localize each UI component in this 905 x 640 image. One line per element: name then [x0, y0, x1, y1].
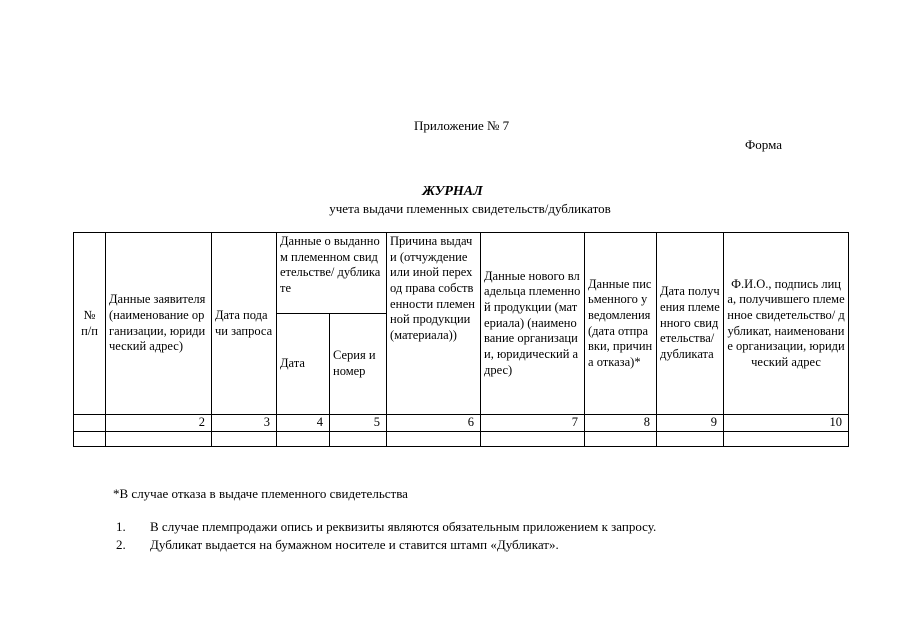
- empty-cell: [106, 431, 212, 446]
- empty-cell: [74, 431, 106, 446]
- header-cell-number: № п/п: [74, 233, 106, 415]
- empty-cell: [277, 431, 330, 446]
- header-cell-cert-date: Дата: [277, 314, 330, 415]
- header-cell-reason: Причина выдачи (отчуждение или иной переход права собственности племенной продукции (материала)): [387, 233, 481, 415]
- number-cell-8: 8: [585, 415, 657, 432]
- header-cell-receipt-date: Дата получения племенного свидетельства/ дубликата: [657, 233, 724, 415]
- note-text-2: Дубликат выдается на бумажном носителе и ставится штамп «Дубликат».: [150, 537, 559, 552]
- empty-cell: [387, 431, 481, 446]
- header-cell-recipient: Ф.И.О., подпись лица, получившего племенное свидетельство/ дубликат, наименование организации, юридический адрес: [724, 233, 849, 415]
- header-cell-applicant: Данные заявителя (наименование организации, юридический адрес): [106, 233, 212, 415]
- number-cell-4: 4: [277, 415, 330, 432]
- header-cell-notification: Данные письменного уведомления (дата отправки, причина отказа)*: [585, 233, 657, 415]
- journal-table: [73, 232, 849, 447]
- empty-cell: [212, 431, 277, 446]
- header-cell-cert-series: Серия и номер: [330, 314, 387, 415]
- number-cell-1: [74, 415, 106, 432]
- number-cell-3: 3: [212, 415, 277, 432]
- number-cell-9: 9: [657, 415, 724, 432]
- number-cell-7: 7: [481, 415, 585, 432]
- empty-cell: [724, 431, 849, 446]
- number-cell-5: 5: [330, 415, 387, 432]
- empty-cell: [585, 431, 657, 446]
- journal-subtitle: учета выдачи племенных свидетельств/дубликатов: [329, 201, 611, 216]
- header-cell-new-owner: Данные нового владельца племенной продукции (материала) (наименование организации, юридический адрес): [481, 233, 585, 415]
- empty-cell: [481, 431, 585, 446]
- note-text-1: В случае племпродажи опись и реквизиты являются обязательным приложением к запросу.: [150, 519, 657, 534]
- number-cell-6: 6: [387, 415, 481, 432]
- number-cell-2: 2: [106, 415, 212, 432]
- empty-cell: [330, 431, 387, 446]
- header-cell-certificate-group: Данные о выданном племенном свидетельстве/ дубликате: [277, 233, 387, 314]
- note-number-1: 1.: [116, 519, 126, 534]
- journal-title: ЖУРНАЛ: [422, 184, 483, 199]
- appendix-label: Приложение № 7: [414, 118, 510, 133]
- note-number-2: 2.: [116, 537, 126, 552]
- number-cell-10: 10: [724, 415, 849, 432]
- header-cell-request-date: Дата подачи запроса: [212, 233, 277, 415]
- empty-cell: [657, 431, 724, 446]
- form-label: Форма: [745, 137, 782, 152]
- footnote: *В случае отказа в выдаче племенного свидетельства: [113, 486, 408, 501]
